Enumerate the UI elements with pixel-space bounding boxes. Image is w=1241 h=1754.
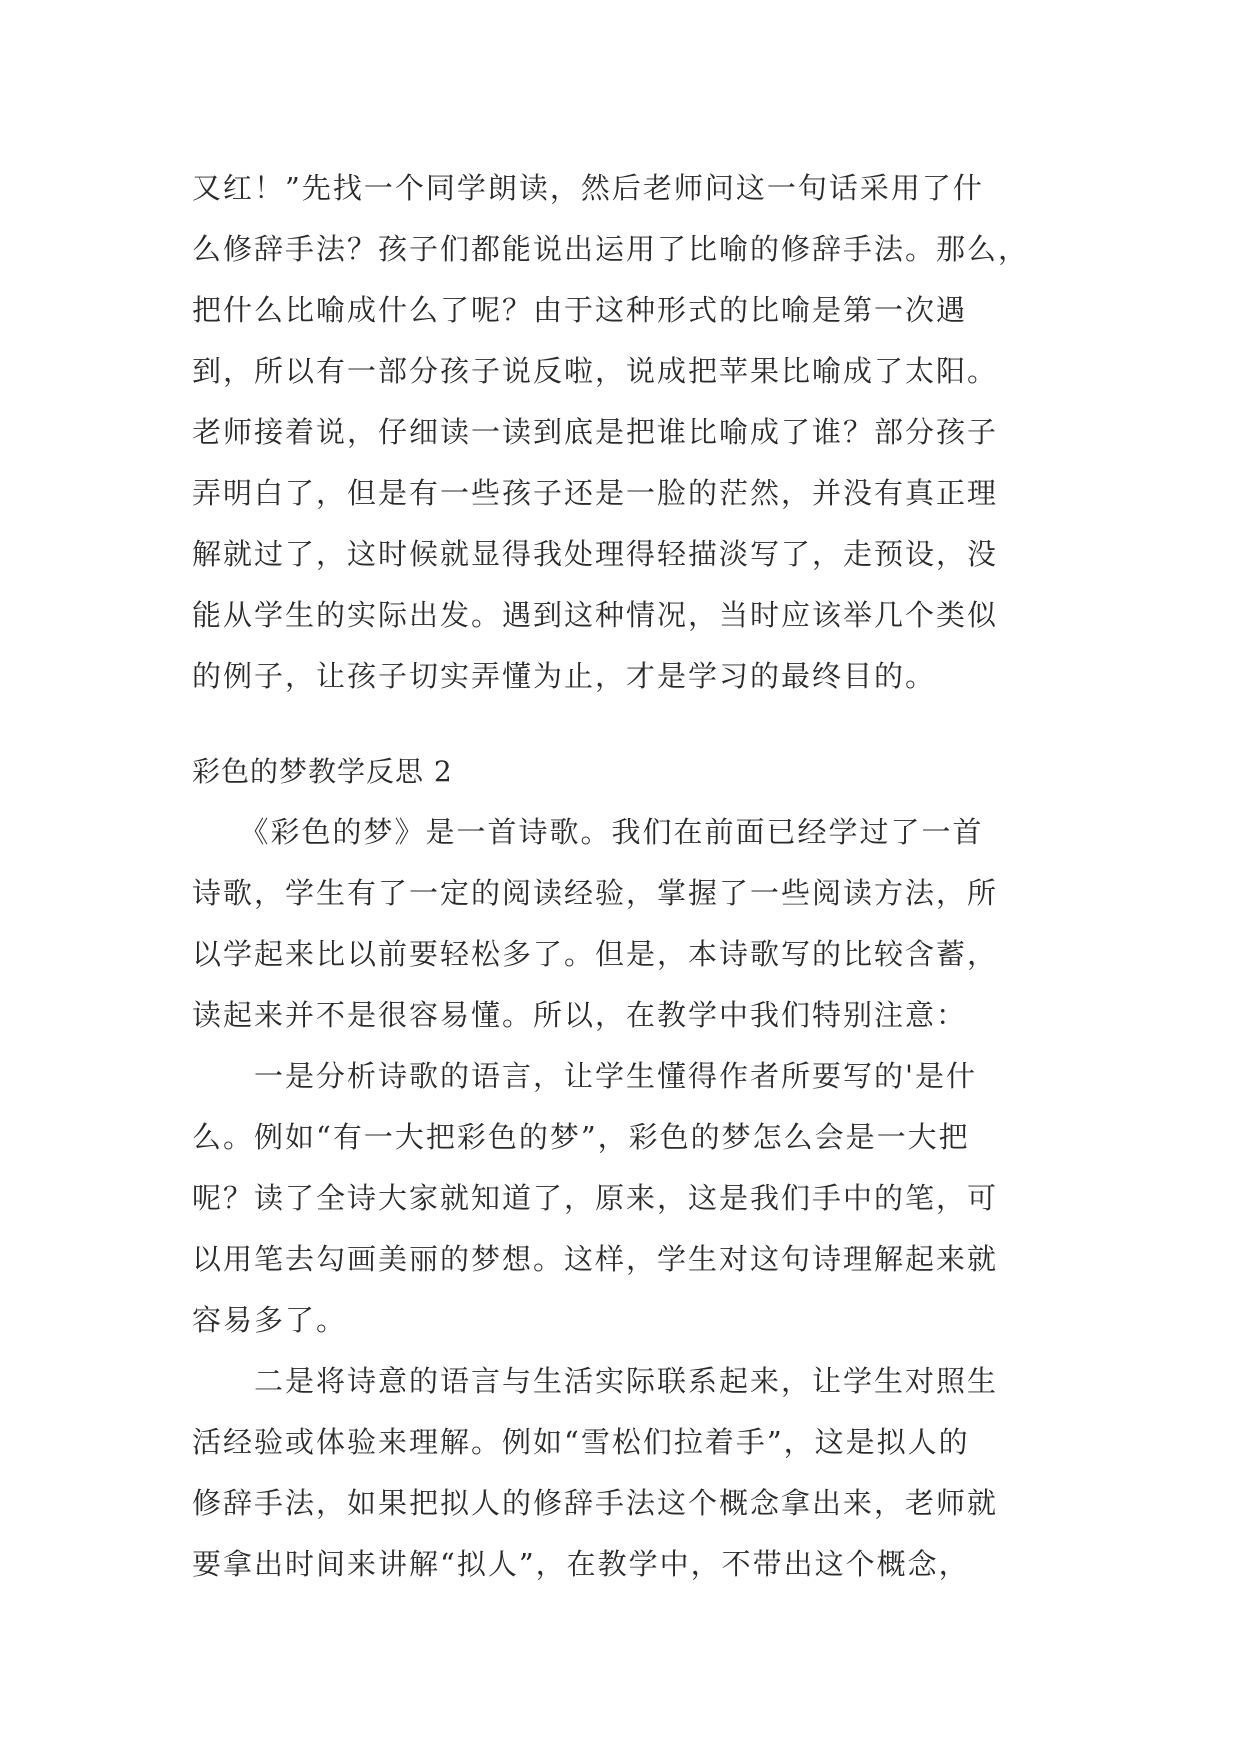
paragraph-line: 把什么比喻成什么了呢？由于这种形式的比喻是第一次遇 bbox=[192, 293, 968, 327]
paragraph-line: 么修辞手法？孩子们都能说出运用了比喻的修辞手法。那么， bbox=[192, 232, 1030, 266]
section-title: 彩色的梦教学反思 2 bbox=[192, 755, 453, 788]
paragraph-line: 《彩色的梦》是一首诗歌。我们在前面已经学过了一首 bbox=[192, 815, 984, 849]
paragraph-line: 容易多了。 bbox=[192, 1303, 348, 1337]
paragraph-line: 修辞手法，如果把拟人的修辞手法这个概念拿出来，老师就 bbox=[192, 1486, 999, 1520]
paragraph-line: 读起来并不是很容易懂。所以，在教学中我们特别注意： bbox=[192, 998, 968, 1032]
paragraph-line: 以用笔去勾画美丽的梦想。这样，学生对这句诗理解起来就 bbox=[192, 1242, 999, 1276]
paragraph-line: 呢？读了全诗大家就知道了，原来，这是我们手中的笔，可 bbox=[192, 1181, 999, 1215]
paragraph-line: 解就过了，这时候就显得我处理得轻描淡写了，走预设，没 bbox=[192, 537, 999, 571]
paragraph-line: 又红！”先找一个同学朗读，然后老师问这一句话采用了什 bbox=[192, 171, 984, 205]
paragraph-line: 活经验或体验来理解。例如“雪松们拉着手”，这是拟人的 bbox=[192, 1425, 970, 1459]
paragraph-line: 要拿出时间来讲解“拟人”，在教学中，不带出这个概念， bbox=[192, 1547, 970, 1581]
paragraph-line: 二是将诗意的语言与生活实际联系起来，让学生对照生 bbox=[192, 1364, 999, 1398]
paragraph-line: 能从学生的实际出发。遇到这种情况，当时应该举几个类似 bbox=[192, 598, 999, 632]
paragraph-line: 老师接着说，仔细读一读到底是把谁比喻成了谁？部分孩子 bbox=[192, 415, 999, 449]
paragraph-line: 到，所以有一部分孩子说反啦，说成把苹果比喻成了太阳。 bbox=[192, 354, 999, 388]
document-body bbox=[192, 158, 1092, 1595]
paragraph-line: 一是分析诗歌的语言，让学生懂得作者所要写的'是什 bbox=[192, 1059, 977, 1093]
paragraph-line: 以学起来比以前要轻松多了。但是，本诗歌写的比较含蓄， bbox=[192, 937, 999, 971]
paragraph-line: 诗歌，学生有了一定的阅读经验，掌握了一些阅读方法，所 bbox=[192, 876, 999, 910]
paragraph-line: 弄明白了，但是有一些孩子还是一脸的茫然，并没有真正理 bbox=[192, 476, 999, 510]
section-spacer bbox=[192, 707, 1092, 741]
paragraph-line: 的例子，让孩子切实弄懂为止，才是学习的最终目的。 bbox=[192, 659, 937, 693]
paragraph-line: 么。例如“有一大把彩色的梦”，彩色的梦怎么会是一大把 bbox=[192, 1120, 970, 1154]
